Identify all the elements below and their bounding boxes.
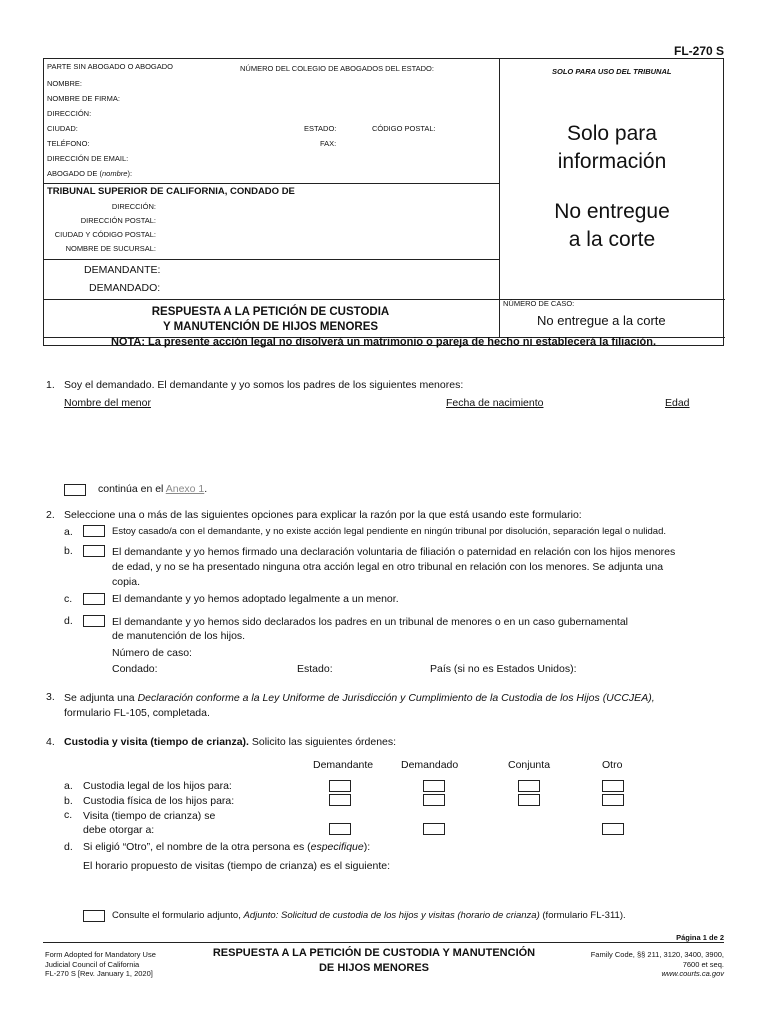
- item4c-letter: c.: [64, 809, 73, 821]
- item4-number: 4.: [46, 736, 55, 748]
- physical-custody-respondent-checkbox[interactable]: [423, 794, 445, 806]
- item4a-text: Custodia legal de los hijos para:: [83, 780, 232, 792]
- physical-custody-other-checkbox[interactable]: [602, 794, 624, 806]
- item2c-letter: c.: [64, 593, 73, 605]
- court-branch-label: NOMBRE DE SUCURSAL:: [65, 244, 156, 253]
- case-number-label: NÚMERO DE CASO:: [503, 299, 575, 308]
- email-label: DIRECCIÓN DE EMAIL:: [47, 154, 129, 163]
- caption-divider: [499, 59, 500, 299]
- item2-number: 2.: [46, 509, 55, 521]
- item2a-letter: a.: [64, 526, 73, 538]
- col-child-name: Nombre del menor: [64, 397, 151, 409]
- footer-rule: [43, 942, 724, 943]
- court-mailing-label: DIRECCIÓN POSTAL:: [80, 216, 156, 225]
- address-label: DIRECCIÓN:: [47, 109, 92, 118]
- stamp-do-not-file: No entregue a la corte: [554, 200, 670, 251]
- item1-number: 1.: [46, 379, 55, 391]
- physical-custody-petitioner-checkbox[interactable]: [329, 794, 351, 806]
- item2d-county-label: Condado:: [112, 663, 158, 675]
- item2c-text: El demandante y yo hemos adoptado legalmente a un menor.: [112, 593, 399, 605]
- page-number: Página 1 de 2: [676, 933, 724, 942]
- bar-number-label: NÚMERO DEL COLEGIO DE ABOGADOS DEL ESTADO:: [240, 64, 434, 73]
- item4a-letter: a.: [64, 780, 73, 792]
- attorney-for-label: ABOGADO DE (nombre):: [47, 169, 133, 178]
- attachment-fl311-checkbox[interactable]: [83, 910, 105, 922]
- item4b-text: Custodia física de los hijos para:: [83, 795, 235, 807]
- legal-custody-other-checkbox[interactable]: [602, 780, 624, 792]
- footer-left: Form Adopted for Mandatory Use Judicial Council of California FL-270 S [Rev. January 1, 2020]: [45, 950, 156, 978]
- item2c-checkbox[interactable]: [83, 593, 105, 605]
- legal-custody-respondent-checkbox[interactable]: [423, 780, 445, 792]
- legal-custody-joint-checkbox[interactable]: [518, 780, 540, 792]
- item4c-text: Visita (tiempo de crianza) se debe otorgar a:: [83, 810, 216, 836]
- item4-text: Custodia y visita (tiempo de crianza). Solicito las siguientes órdenes:: [64, 736, 397, 748]
- state-label: ESTADO:: [304, 124, 337, 133]
- item3-text: Se adjunta una Declaración conforme a la Ley Uniforme de Jurisdicción y Cumplimiento de la Custodia de los Hijos (UCCJEA), formulario FL-105, completada.: [64, 692, 655, 719]
- courts-link[interactable]: www.courts.ca.gov: [661, 969, 724, 978]
- stamp-info: Solo para información: [557, 122, 667, 173]
- form-title: RESPUESTA A LA PETICIÓN DE CUSTODIA Y MANUTENCIÓN DE HIJOS MENORES: [151, 306, 390, 333]
- petitioner-label: DEMANDANTE:: [84, 264, 161, 276]
- fax-label: FAX:: [320, 139, 337, 148]
- footer-right: Family Code, §§ 211, 3120, 3400, 3900, 7600 et seq. www.courts.ca.gov: [590, 950, 724, 978]
- item2b-text: El demandante y yo hemos firmado una declaración voluntaria de filiación o paternidad en relación con los hijos menores de edad, y no se ha presentado ninguna otra acción legal en otro tribunal en relación con los menores. Se adjunta una copia.: [112, 546, 676, 588]
- item2a-checkbox[interactable]: [83, 525, 105, 537]
- firm-label: NOMBRE DE FIRMA:: [47, 94, 120, 103]
- attachment1-text: continúa en el Anexo 1.: [98, 483, 208, 495]
- item2b-checkbox[interactable]: [83, 545, 105, 557]
- visitation-other-checkbox[interactable]: [602, 823, 624, 835]
- visitation-petitioner-checkbox[interactable]: [329, 823, 351, 835]
- item2d-letter: d.: [64, 615, 73, 627]
- item4d-text: Si eligió “Otro”, el nombre de la otra persona es (especifique):: [83, 841, 371, 853]
- court-use-label: SOLO PARA USO DEL TRIBUNAL: [552, 67, 672, 76]
- attachment-fl311-text: Consulte el formulario adjunto, Adjunto: Solicitud de custodia de los hijos y visitas (horario de crianza) (formulario FL-311).: [112, 910, 626, 921]
- visitation-respondent-checkbox[interactable]: [423, 823, 445, 835]
- item2a-text: Estoy casado/a con el demandante, y no existe acción legal pendiente en ningún tribunal por disolución, separación legal o nulidad.: [112, 526, 667, 537]
- item2d-state-label: Estado:: [297, 663, 333, 675]
- col-age: Edad: [665, 397, 690, 409]
- name-label: NOMBRE:: [47, 79, 83, 88]
- col-joint: Conjunta: [508, 759, 551, 771]
- note: NOTA: La presente acción legal no disolverá un matrimonio o pareja de hecho ni establecerá la filiación.: [110, 336, 657, 348]
- col-petitioner: Demandante: [313, 759, 374, 771]
- col-other: Otro: [602, 759, 623, 771]
- phone-label: TELÉFONO:: [47, 139, 90, 148]
- schedule-text: El horario propuesto de visitas (tiempo de crianza) es el siguiente:: [83, 860, 390, 872]
- zip-label: CÓDIGO POSTAL:: [372, 124, 436, 133]
- item2b-letter: b.: [64, 545, 73, 557]
- item2d-text: El demandante y yo hemos sido declarados los padres en un tribunal de menores o en un caso gubernamental de manutención de los hijos.: [112, 616, 628, 642]
- attachment1-checkbox[interactable]: [64, 484, 86, 496]
- item3-number: 3.: [46, 691, 55, 703]
- item2d-country-label: País (si no es Estados Unidos):: [430, 663, 577, 675]
- item4b-letter: b.: [64, 795, 73, 807]
- col-respondent: Demandado: [401, 759, 459, 771]
- item1-text: Soy el demandado. El demandante y yo somos los padres de los siguientes menores:: [64, 379, 464, 391]
- attorney-label: PARTE SIN ABOGADO O ABOGADO: [47, 62, 174, 71]
- respondent-label: DEMANDADO:: [89, 282, 161, 294]
- item4d-letter: d.: [64, 841, 73, 853]
- case-number-value: No entregue a la corte: [537, 313, 666, 328]
- court-title: TRIBUNAL SUPERIOR DE CALIFORNIA, CONDADO DE: [47, 186, 295, 197]
- attachment1-link[interactable]: Anexo 1: [165, 483, 205, 495]
- item2-text: Seleccione una o más de las siguientes opciones para explicar la razón por la que está usando este formulario:: [64, 509, 582, 521]
- item2d-case-label: Número de caso:: [112, 647, 192, 659]
- legal-custody-petitioner-checkbox[interactable]: [329, 780, 351, 792]
- physical-custody-joint-checkbox[interactable]: [518, 794, 540, 806]
- col-birthdate: Fecha de nacimiento: [446, 397, 544, 409]
- city-label: CIUDAD:: [47, 124, 78, 133]
- court-address-label: DIRECCIÓN:: [111, 202, 156, 211]
- form-number: FL-270 S: [673, 44, 724, 58]
- court-city-label: CIUDAD Y CÓDIGO POSTAL:: [54, 230, 156, 239]
- footer-title: RESPUESTA A LA PETICIÓN DE CUSTODIA Y MANUTENCIÓN DE HIJOS MENORES: [212, 947, 536, 974]
- item2d-checkbox[interactable]: [83, 615, 105, 627]
